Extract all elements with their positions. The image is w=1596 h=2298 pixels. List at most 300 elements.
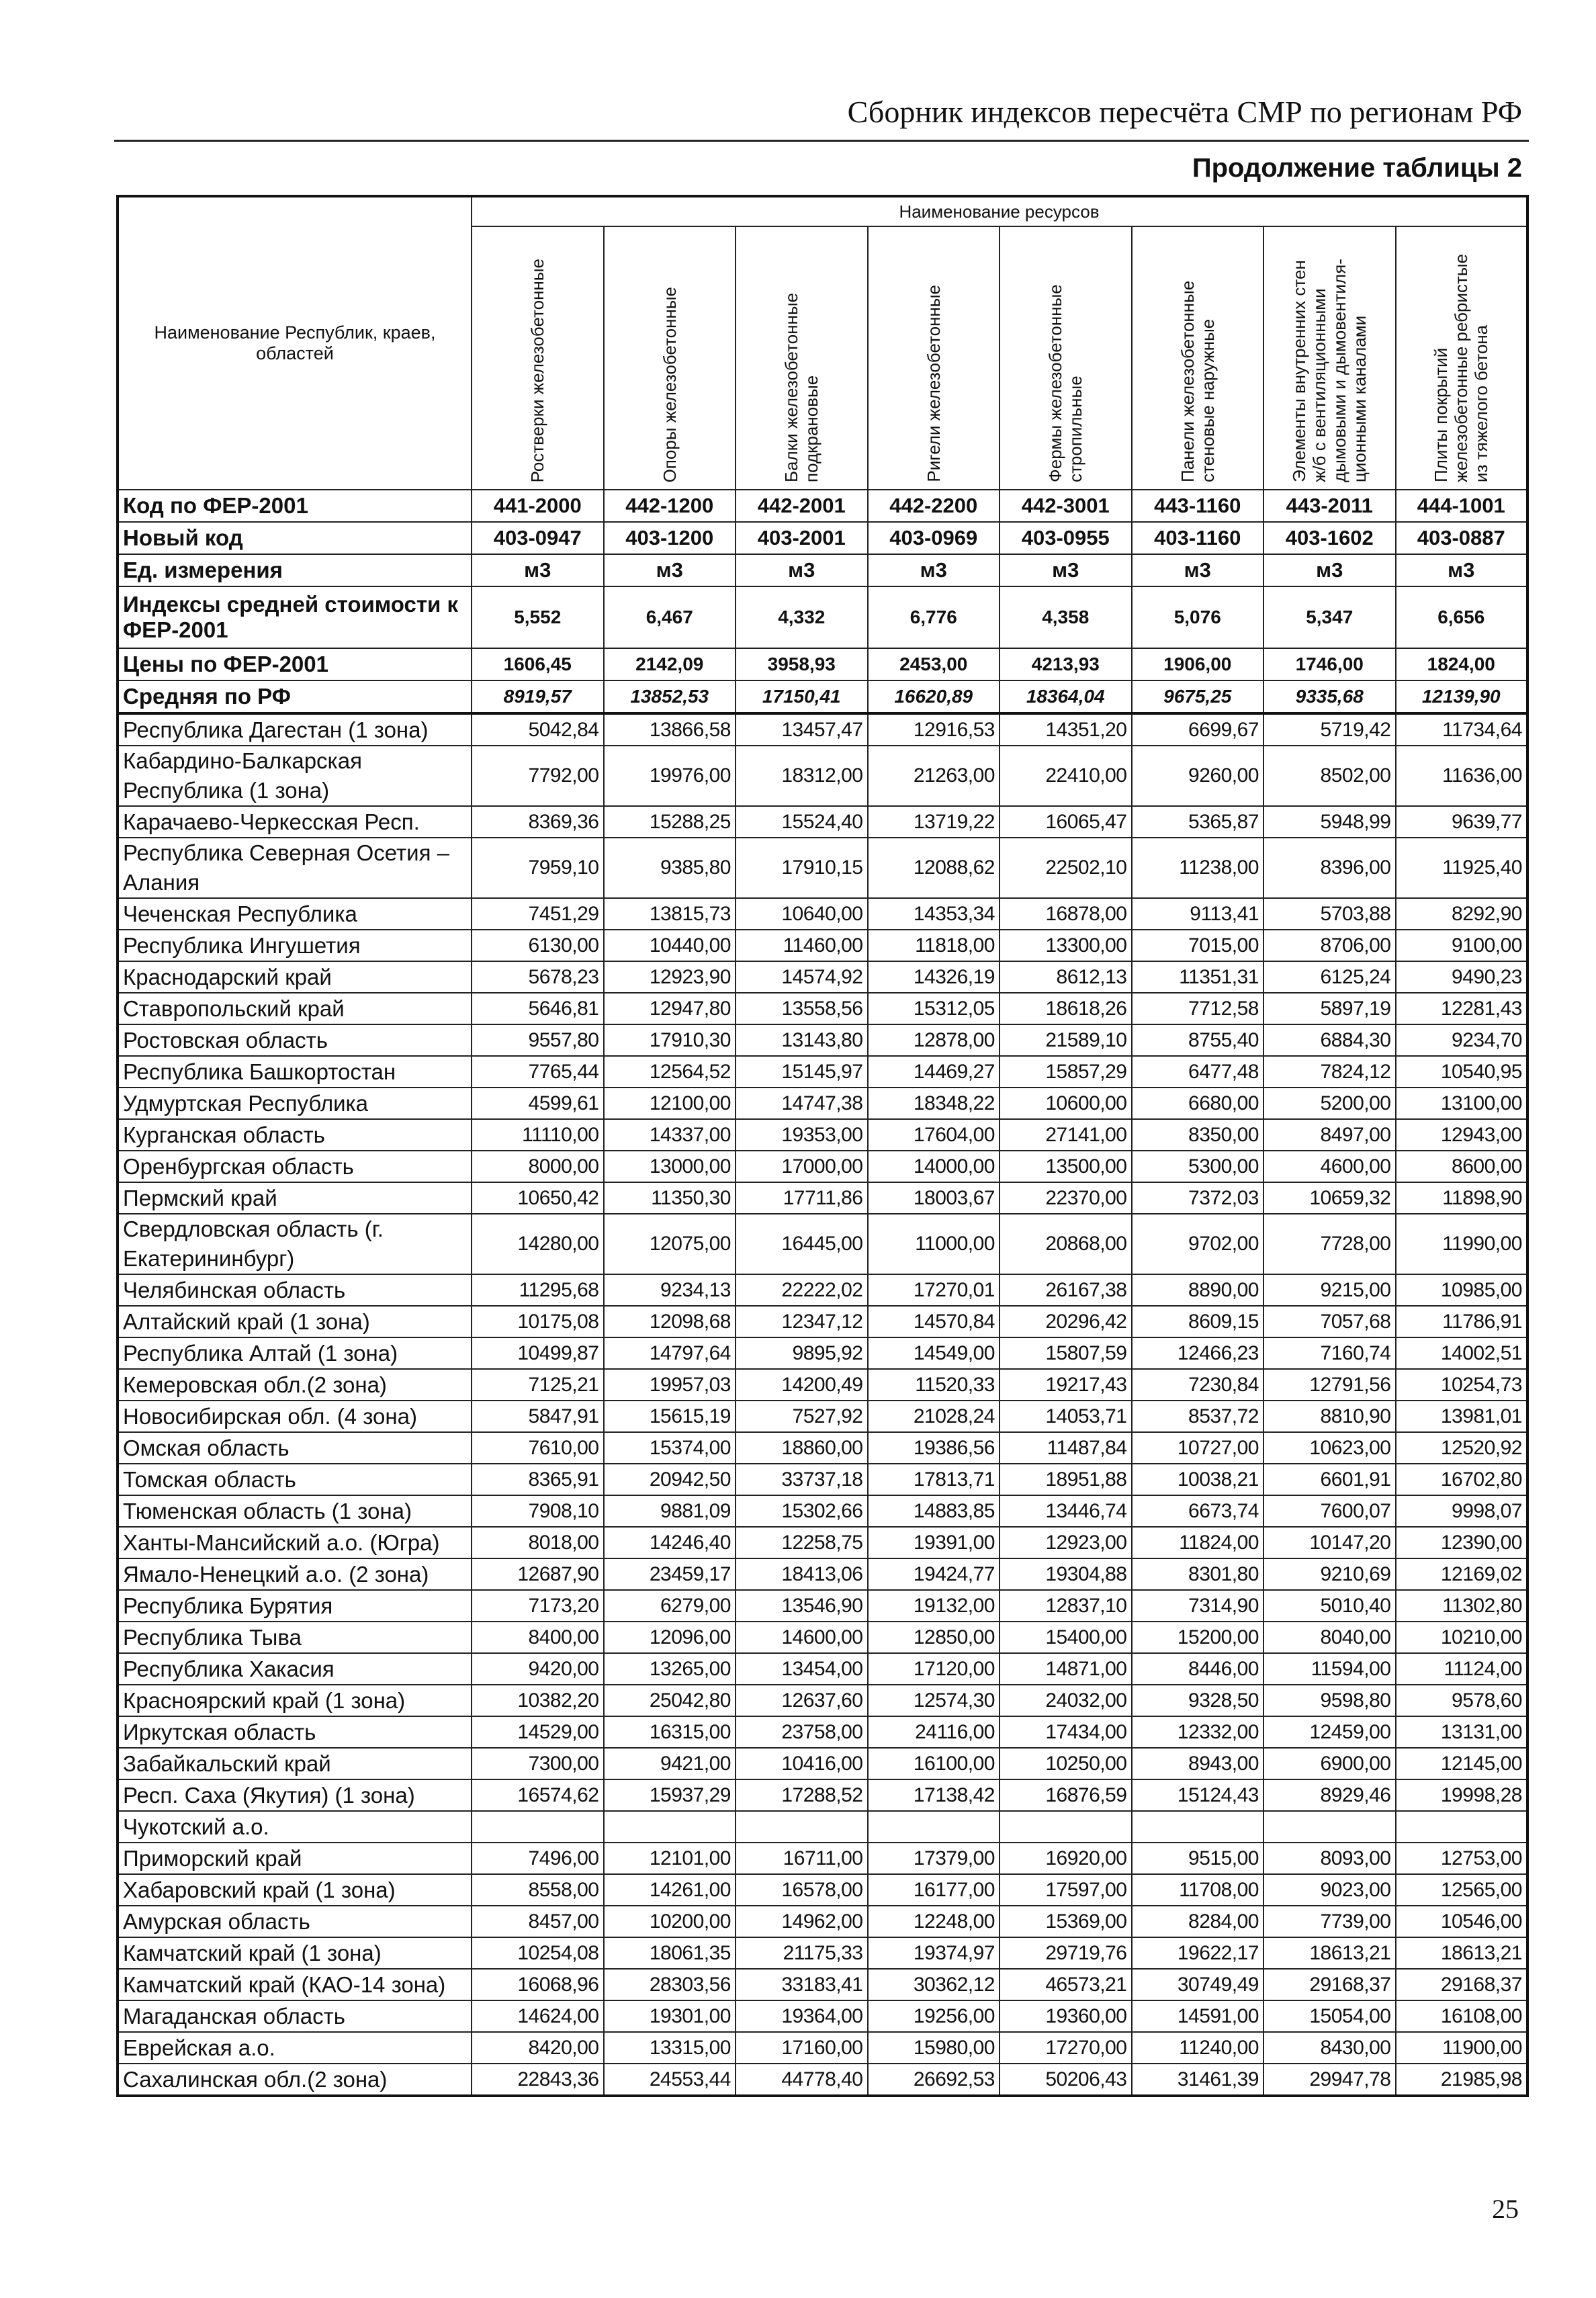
table-row bbox=[118, 898, 1527, 930]
meta-cell: м3 bbox=[736, 554, 868, 586]
price-cell: 5300,00 bbox=[1132, 1151, 1264, 1182]
table-row bbox=[118, 1274, 1527, 1306]
price-cell: 14351,20 bbox=[1000, 713, 1132, 746]
table-row bbox=[118, 1182, 1527, 1214]
price-cell: 13866,58 bbox=[604, 713, 736, 746]
region-name: Республика Хакасия bbox=[118, 1653, 472, 1685]
price-cell: 12837,10 bbox=[1000, 1590, 1132, 1622]
price-cell: 19301,00 bbox=[604, 2000, 736, 2032]
table-row bbox=[118, 1495, 1527, 1527]
meta-cell: 6,467 bbox=[604, 586, 736, 648]
price-cell: 9385,80 bbox=[604, 838, 736, 898]
table-row bbox=[118, 1432, 1527, 1464]
table-row bbox=[118, 1151, 1527, 1182]
price-cell: 7959,10 bbox=[472, 838, 604, 898]
price-cell: 15312,05 bbox=[868, 993, 1000, 1024]
price-cell: 26692,53 bbox=[868, 2064, 1000, 2096]
price-cell: 17379,00 bbox=[868, 1843, 1000, 1874]
price-cell: 16315,00 bbox=[604, 1716, 736, 1748]
price-cell: 22502,10 bbox=[1000, 838, 1132, 898]
region-name: Республика Ингушетия bbox=[118, 930, 472, 961]
price-cell: 11708,00 bbox=[1132, 1874, 1264, 1906]
price-cell: 16920,00 bbox=[1000, 1843, 1132, 1874]
price-cell: 9234,70 bbox=[1396, 1024, 1528, 1056]
price-cell: 13457,47 bbox=[736, 713, 868, 746]
price-cell: 5719,42 bbox=[1264, 713, 1396, 746]
price-cell: 15145,97 bbox=[736, 1056, 868, 1088]
price-cell bbox=[1000, 1811, 1132, 1843]
price-cell: 14574,92 bbox=[736, 961, 868, 993]
price-cell: 5365,87 bbox=[1132, 806, 1264, 838]
region-name: Ростовская область bbox=[118, 1024, 472, 1056]
price-cell: 23459,17 bbox=[604, 1558, 736, 1590]
price-cell: 7496,00 bbox=[472, 1843, 604, 1874]
resource-column-label: Ростверки железобетонные bbox=[527, 258, 548, 482]
table-row bbox=[118, 1874, 1527, 1906]
meta-cell: 4,358 bbox=[1000, 586, 1132, 648]
region-name: Оренбургская область bbox=[118, 1151, 472, 1182]
price-cell: 12687,90 bbox=[472, 1558, 604, 1590]
price-cell: 12101,00 bbox=[604, 1843, 736, 1874]
price-cell: 9515,00 bbox=[1132, 1843, 1264, 1874]
price-cell: 6884,30 bbox=[1264, 1024, 1396, 1056]
price-cell: 12564,52 bbox=[604, 1056, 736, 1088]
meta-cell: 9675,25 bbox=[1132, 680, 1264, 713]
region-name: Тюменская область (1 зона) bbox=[118, 1495, 472, 1527]
price-cell: 6279,00 bbox=[604, 1590, 736, 1622]
region-name: Томская область bbox=[118, 1464, 472, 1495]
price-cell: 14002,51 bbox=[1396, 1337, 1528, 1369]
price-cell: 10546,00 bbox=[1396, 1906, 1528, 1937]
price-cell: 11818,00 bbox=[868, 930, 1000, 961]
price-cell: 15937,29 bbox=[604, 1779, 736, 1811]
price-cell: 6130,00 bbox=[472, 930, 604, 961]
meta-cell: 403-1602 bbox=[1264, 522, 1396, 554]
region-name: Республика Бурятия bbox=[118, 1590, 472, 1622]
price-cell: 17270,00 bbox=[1000, 2032, 1132, 2064]
resource-column-label: Фермы железобетонные стропильные bbox=[1045, 284, 1086, 482]
price-cell: 10210,00 bbox=[1396, 1622, 1528, 1653]
price-cell: 18618,26 bbox=[1000, 993, 1132, 1024]
meta-row bbox=[118, 648, 1527, 680]
price-cell: 12088,62 bbox=[868, 838, 1000, 898]
price-cell: 16878,00 bbox=[1000, 898, 1132, 930]
price-cell: 16876,59 bbox=[1000, 1779, 1132, 1811]
price-cell: 18348,22 bbox=[868, 1088, 1000, 1119]
price-cell: 9100,00 bbox=[1396, 930, 1528, 961]
price-cell: 9113,41 bbox=[1132, 898, 1264, 930]
price-cell: 10600,00 bbox=[1000, 1088, 1132, 1119]
price-cell: 12637,60 bbox=[736, 1685, 868, 1716]
meta-row bbox=[118, 522, 1527, 554]
price-cell: 18613,21 bbox=[1396, 1937, 1528, 1969]
price-cell: 46573,21 bbox=[1000, 1969, 1132, 2000]
price-cell: 14337,00 bbox=[604, 1119, 736, 1151]
meta-cell: 403-0887 bbox=[1396, 522, 1528, 554]
price-cell: 12916,53 bbox=[868, 713, 1000, 746]
table-row bbox=[118, 1369, 1527, 1401]
price-cell: 18413,06 bbox=[736, 1558, 868, 1590]
price-cell: 8943,00 bbox=[1132, 1748, 1264, 1779]
price-cell: 9260,00 bbox=[1132, 746, 1264, 806]
price-cell: 7824,12 bbox=[1264, 1056, 1396, 1088]
meta-cell: м3 bbox=[1132, 554, 1264, 586]
price-cell: 13446,74 bbox=[1000, 1495, 1132, 1527]
price-cell: 15857,29 bbox=[1000, 1056, 1132, 1088]
meta-cell: 5,076 bbox=[1132, 586, 1264, 648]
price-cell: 22222,02 bbox=[736, 1274, 868, 1306]
price-cell: 7314,90 bbox=[1132, 1590, 1264, 1622]
price-cell: 16711,00 bbox=[736, 1843, 868, 1874]
table-row bbox=[118, 2032, 1527, 2064]
price-cell: 9210,69 bbox=[1264, 1558, 1396, 1590]
price-cell: 5042,84 bbox=[472, 713, 604, 746]
price-cell: 13300,00 bbox=[1000, 930, 1132, 961]
price-cell: 11636,00 bbox=[1396, 746, 1528, 806]
price-cell: 10623,00 bbox=[1264, 1432, 1396, 1464]
price-cell: 14000,00 bbox=[868, 1151, 1000, 1182]
price-cell: 24032,00 bbox=[1000, 1685, 1132, 1716]
price-cell: 14246,40 bbox=[604, 1527, 736, 1558]
price-cell: 8609,15 bbox=[1132, 1306, 1264, 1337]
table-row bbox=[118, 2064, 1527, 2096]
price-cell: 5010,40 bbox=[1264, 1590, 1396, 1622]
price-cell: 8890,00 bbox=[1132, 1274, 1264, 1306]
price-cell: 19976,00 bbox=[604, 746, 736, 806]
price-cell: 10175,08 bbox=[472, 1306, 604, 1337]
region-name: Иркутская область bbox=[118, 1716, 472, 1748]
price-cell: 5200,00 bbox=[1264, 1088, 1396, 1119]
table-row bbox=[118, 806, 1527, 838]
price-cell: 13546,90 bbox=[736, 1590, 868, 1622]
price-cell: 9881,09 bbox=[604, 1495, 736, 1527]
price-cell: 17160,00 bbox=[736, 2032, 868, 2064]
table-row bbox=[118, 1622, 1527, 1653]
price-cell: 9578,60 bbox=[1396, 1685, 1528, 1716]
price-cell: 19386,56 bbox=[868, 1432, 1000, 1464]
price-cell: 10985,00 bbox=[1396, 1274, 1528, 1306]
price-cell: 5948,99 bbox=[1264, 806, 1396, 838]
price-cell: 17120,00 bbox=[868, 1653, 1000, 1685]
region-name: Новосибирская обл. (4 зона) bbox=[118, 1401, 472, 1432]
price-cell: 8612,13 bbox=[1000, 961, 1132, 993]
price-cell: 11460,00 bbox=[736, 930, 868, 961]
price-cell: 12753,00 bbox=[1396, 1843, 1528, 1874]
price-cell: 14600,00 bbox=[736, 1622, 868, 1653]
price-cell bbox=[1132, 1811, 1264, 1843]
region-name: Чеченская Республика bbox=[118, 898, 472, 930]
price-cell: 19998,28 bbox=[1396, 1779, 1528, 1811]
price-cell: 11520,33 bbox=[868, 1369, 1000, 1401]
price-cell: 6125,24 bbox=[1264, 961, 1396, 993]
region-name: Ханты-Мансийский а.о. (Югра) bbox=[118, 1527, 472, 1558]
price-cell: 7173,20 bbox=[472, 1590, 604, 1622]
meta-cell: 1746,00 bbox=[1264, 648, 1396, 680]
price-cell: 8040,00 bbox=[1264, 1622, 1396, 1653]
price-cell: 13981,01 bbox=[1396, 1401, 1528, 1432]
price-cell: 15980,00 bbox=[868, 2032, 1000, 2064]
price-cell: 11734,64 bbox=[1396, 713, 1528, 746]
meta-row bbox=[118, 490, 1527, 522]
price-cell: 7451,29 bbox=[472, 898, 604, 930]
price-cell: 16108,00 bbox=[1396, 2000, 1528, 2032]
price-cell: 14261,00 bbox=[604, 1874, 736, 1906]
table-row bbox=[118, 1843, 1527, 1874]
price-cell: 19374,97 bbox=[868, 1937, 1000, 1969]
price-cell: 16065,47 bbox=[1000, 806, 1132, 838]
meta-cell: 403-0955 bbox=[1000, 522, 1132, 554]
region-name: Пермский край bbox=[118, 1182, 472, 1214]
price-cell: 7160,74 bbox=[1264, 1337, 1396, 1369]
price-cell: 19353,00 bbox=[736, 1119, 868, 1151]
resource-column-header bbox=[1264, 226, 1396, 490]
table-row bbox=[118, 1969, 1527, 2000]
meta-cell: 403-0969 bbox=[868, 522, 1000, 554]
table-row bbox=[118, 1088, 1527, 1119]
meta-row-label: Индексы средней стоимости к ФЕР-2001 bbox=[118, 586, 472, 648]
price-cell: 8755,40 bbox=[1132, 1024, 1264, 1056]
price-cell: 20942,50 bbox=[604, 1464, 736, 1495]
region-name: Камчатский край (КАО-14 зона) bbox=[118, 1969, 472, 2000]
price-cell: 8537,72 bbox=[1132, 1401, 1264, 1432]
meta-cell: 6,776 bbox=[868, 586, 1000, 648]
price-cell: 10200,00 bbox=[604, 1906, 736, 1937]
region-name: Ямало-Ненецкий а.о. (2 зона) bbox=[118, 1558, 472, 1590]
price-cell: 10038,21 bbox=[1132, 1464, 1264, 1495]
price-cell: 8810,90 bbox=[1264, 1401, 1396, 1432]
price-cell: 29168,37 bbox=[1264, 1969, 1396, 2000]
price-cell: 13558,56 bbox=[736, 993, 868, 1024]
price-cell: 17138,42 bbox=[868, 1779, 1000, 1811]
meta-cell: 5,347 bbox=[1264, 586, 1396, 648]
meta-row-label: Цены по ФЕР-2001 bbox=[118, 648, 472, 680]
price-cell: 15807,59 bbox=[1000, 1337, 1132, 1369]
meta-row bbox=[118, 680, 1527, 713]
price-cell: 15524,40 bbox=[736, 806, 868, 838]
resource-column-header bbox=[736, 226, 868, 490]
price-cell: 30749,49 bbox=[1132, 1969, 1264, 2000]
region-name: Краснодарский край bbox=[118, 961, 472, 993]
region-column-header: Наименование Республик, краев, областей bbox=[118, 196, 472, 490]
price-cell: 33737,18 bbox=[736, 1464, 868, 1495]
table-row bbox=[118, 1337, 1527, 1369]
price-cell: 28303,56 bbox=[604, 1969, 736, 2000]
region-name: Сахалинская обл.(2 зона) bbox=[118, 2064, 472, 2096]
meta-cell: 442-3001 bbox=[1000, 490, 1132, 522]
price-cell: 8706,00 bbox=[1264, 930, 1396, 961]
table-row bbox=[118, 930, 1527, 961]
table-row bbox=[118, 2000, 1527, 2032]
price-cell: 12791,56 bbox=[1264, 1369, 1396, 1401]
price-cell: 12332,00 bbox=[1132, 1716, 1264, 1748]
price-cell: 18951,88 bbox=[1000, 1464, 1132, 1495]
price-cell: 33183,41 bbox=[736, 1969, 868, 2000]
price-cell: 31461,39 bbox=[1132, 2064, 1264, 2096]
table-continuation-label: Продолжение таблицы 2 bbox=[1192, 153, 1522, 183]
price-cell: 12100,00 bbox=[604, 1088, 736, 1119]
region-name: Республика Алтай (1 зона) bbox=[118, 1337, 472, 1369]
price-cell: 13500,00 bbox=[1000, 1151, 1132, 1182]
region-name: Хабаровский край (1 зона) bbox=[118, 1874, 472, 1906]
price-cell: 30362,12 bbox=[868, 1969, 1000, 2000]
table-row bbox=[118, 1464, 1527, 1495]
region-name: Республика Северная Осетия – Алания bbox=[118, 838, 472, 898]
region-name: Челябинская область bbox=[118, 1274, 472, 1306]
meta-row bbox=[118, 586, 1527, 648]
region-name: Удмуртская Республика bbox=[118, 1088, 472, 1119]
price-cell: 11990,00 bbox=[1396, 1214, 1528, 1274]
table-row bbox=[118, 1653, 1527, 1685]
price-cell: 6601,91 bbox=[1264, 1464, 1396, 1495]
meta-cell: 403-0947 bbox=[472, 522, 604, 554]
table-row bbox=[118, 1056, 1527, 1088]
price-cell: 12075,00 bbox=[604, 1214, 736, 1274]
price-cell: 17597,00 bbox=[1000, 1874, 1132, 1906]
price-cell: 8396,00 bbox=[1264, 838, 1396, 898]
price-cell: 8284,00 bbox=[1132, 1906, 1264, 1937]
price-cell: 15615,19 bbox=[604, 1401, 736, 1432]
meta-cell: 1606,45 bbox=[472, 648, 604, 680]
price-cell: 17910,15 bbox=[736, 838, 868, 898]
meta-cell: 444-1001 bbox=[1396, 490, 1528, 522]
price-cell: 13815,73 bbox=[604, 898, 736, 930]
page-number: 25 bbox=[1492, 2194, 1519, 2224]
meta-cell: 403-1200 bbox=[604, 522, 736, 554]
price-cell: 14962,00 bbox=[736, 1906, 868, 1937]
price-cell: 12466,23 bbox=[1132, 1337, 1264, 1369]
price-cell: 17604,00 bbox=[868, 1119, 1000, 1151]
price-cell: 15288,25 bbox=[604, 806, 736, 838]
price-cell: 4600,00 bbox=[1264, 1151, 1396, 1182]
price-cell: 7792,00 bbox=[472, 746, 604, 806]
price-cell: 8292,90 bbox=[1396, 898, 1528, 930]
price-cell: 11110,00 bbox=[472, 1119, 604, 1151]
price-cell: 16702,80 bbox=[1396, 1464, 1528, 1495]
price-cell: 12947,80 bbox=[604, 993, 736, 1024]
region-name: Респ. Саха (Якутия) (1 зона) bbox=[118, 1779, 472, 1811]
price-cell: 7372,03 bbox=[1132, 1182, 1264, 1214]
price-cell: 10640,00 bbox=[736, 898, 868, 930]
price-cell: 10440,00 bbox=[604, 930, 736, 961]
resource-column-label: Панели железобетонные стеновые наружные bbox=[1177, 280, 1218, 482]
price-cell: 8929,46 bbox=[1264, 1779, 1396, 1811]
price-cell: 26167,38 bbox=[1000, 1274, 1132, 1306]
price-cell: 11487,84 bbox=[1000, 1432, 1132, 1464]
table-row bbox=[118, 1306, 1527, 1337]
price-cell: 7125,21 bbox=[472, 1369, 604, 1401]
price-cell: 13454,00 bbox=[736, 1653, 868, 1685]
price-cell: 12390,00 bbox=[1396, 1527, 1528, 1558]
meta-cell: 442-1200 bbox=[604, 490, 736, 522]
price-cell: 44778,40 bbox=[736, 2064, 868, 2096]
price-cell: 11240,00 bbox=[1132, 2032, 1264, 2064]
price-cell: 11786,91 bbox=[1396, 1306, 1528, 1337]
price-cell: 15054,00 bbox=[1264, 2000, 1396, 2032]
price-cell: 19360,00 bbox=[1000, 2000, 1132, 2032]
region-name: Амурская область bbox=[118, 1906, 472, 1937]
resource-column-header bbox=[472, 226, 604, 490]
resource-column-label: Опоры железобетонные bbox=[659, 286, 680, 482]
table-row bbox=[118, 1590, 1527, 1622]
price-cell: 7739,00 bbox=[1264, 1906, 1396, 1937]
meta-row-label: Код по ФЕР-2001 bbox=[118, 490, 472, 522]
price-cell: 15200,00 bbox=[1132, 1622, 1264, 1653]
price-cell: 14353,34 bbox=[868, 898, 1000, 930]
price-cell: 14326,19 bbox=[868, 961, 1000, 993]
price-cell: 5678,23 bbox=[472, 961, 604, 993]
price-cell: 9328,50 bbox=[1132, 1685, 1264, 1716]
region-name: Еврейская а.о. bbox=[118, 2032, 472, 2064]
meta-cell: 16620,89 bbox=[868, 680, 1000, 713]
price-cell: 27141,00 bbox=[1000, 1119, 1132, 1151]
price-cell: 16578,00 bbox=[736, 1874, 868, 1906]
table-row bbox=[118, 746, 1527, 806]
price-cell: 12943,00 bbox=[1396, 1119, 1528, 1151]
price-cell: 11898,90 bbox=[1396, 1182, 1528, 1214]
meta-cell: 12139,90 bbox=[1396, 680, 1528, 713]
price-cell: 4599,61 bbox=[472, 1088, 604, 1119]
price-cell: 9234,13 bbox=[604, 1274, 736, 1306]
price-cell: 7527,92 bbox=[736, 1401, 868, 1432]
meta-row-label: Средняя по РФ bbox=[118, 680, 472, 713]
price-cell: 12923,00 bbox=[1000, 1527, 1132, 1558]
table-row bbox=[118, 1119, 1527, 1151]
table-row bbox=[118, 838, 1527, 898]
price-cell: 8558,00 bbox=[472, 1874, 604, 1906]
resource-column-label: Элементы внутренних стен ж/б с вентиляционными дымовыми и дымовентиля-ционными каналами bbox=[1289, 259, 1370, 482]
price-cell: 11351,31 bbox=[1132, 961, 1264, 993]
meta-cell: 403-2001 bbox=[736, 522, 868, 554]
meta-cell: 5,552 bbox=[472, 586, 604, 648]
price-cell: 7230,84 bbox=[1132, 1369, 1264, 1401]
price-cell: 7600,07 bbox=[1264, 1495, 1396, 1527]
price-cell: 17434,00 bbox=[1000, 1716, 1132, 1748]
price-cell: 9490,23 bbox=[1396, 961, 1528, 993]
price-cell: 7300,00 bbox=[472, 1748, 604, 1779]
meta-row bbox=[118, 554, 1527, 586]
price-cell: 13719,22 bbox=[868, 806, 1000, 838]
region-name: Курганская область bbox=[118, 1119, 472, 1151]
resource-column-header bbox=[868, 226, 1000, 490]
price-cell: 19957,03 bbox=[604, 1369, 736, 1401]
price-cell: 10254,08 bbox=[472, 1937, 604, 1969]
price-cell: 15124,43 bbox=[1132, 1779, 1264, 1811]
regional-prices-table bbox=[116, 195, 1529, 2097]
meta-cell: 9335,68 bbox=[1264, 680, 1396, 713]
price-cell: 11925,40 bbox=[1396, 838, 1528, 898]
price-cell: 12923,90 bbox=[604, 961, 736, 993]
price-cell: 9639,77 bbox=[1396, 806, 1528, 838]
table-row bbox=[118, 1401, 1527, 1432]
price-cell: 11824,00 bbox=[1132, 1527, 1264, 1558]
resource-column-label: Балки железобетонные подкрановые bbox=[781, 292, 822, 482]
price-cell: 5897,19 bbox=[1264, 993, 1396, 1024]
price-cell: 18061,35 bbox=[604, 1937, 736, 1969]
table-row bbox=[118, 1558, 1527, 1590]
price-cell: 10659,32 bbox=[1264, 1182, 1396, 1214]
resource-column-label: Плиты покрытий железобетонные ребристые из тяжелого бетона bbox=[1431, 253, 1492, 482]
table-row bbox=[118, 1214, 1527, 1274]
price-cell: 8018,00 bbox=[472, 1527, 604, 1558]
price-cell: 14053,71 bbox=[1000, 1401, 1132, 1432]
price-cell: 5703,88 bbox=[1264, 898, 1396, 930]
price-cell: 17000,00 bbox=[736, 1151, 868, 1182]
price-cell: 16177,00 bbox=[868, 1874, 1000, 1906]
resource-column-header bbox=[1396, 226, 1528, 490]
price-cell: 14883,85 bbox=[868, 1495, 1000, 1527]
price-cell: 14591,00 bbox=[1132, 2000, 1264, 2032]
price-cell: 12347,12 bbox=[736, 1306, 868, 1337]
